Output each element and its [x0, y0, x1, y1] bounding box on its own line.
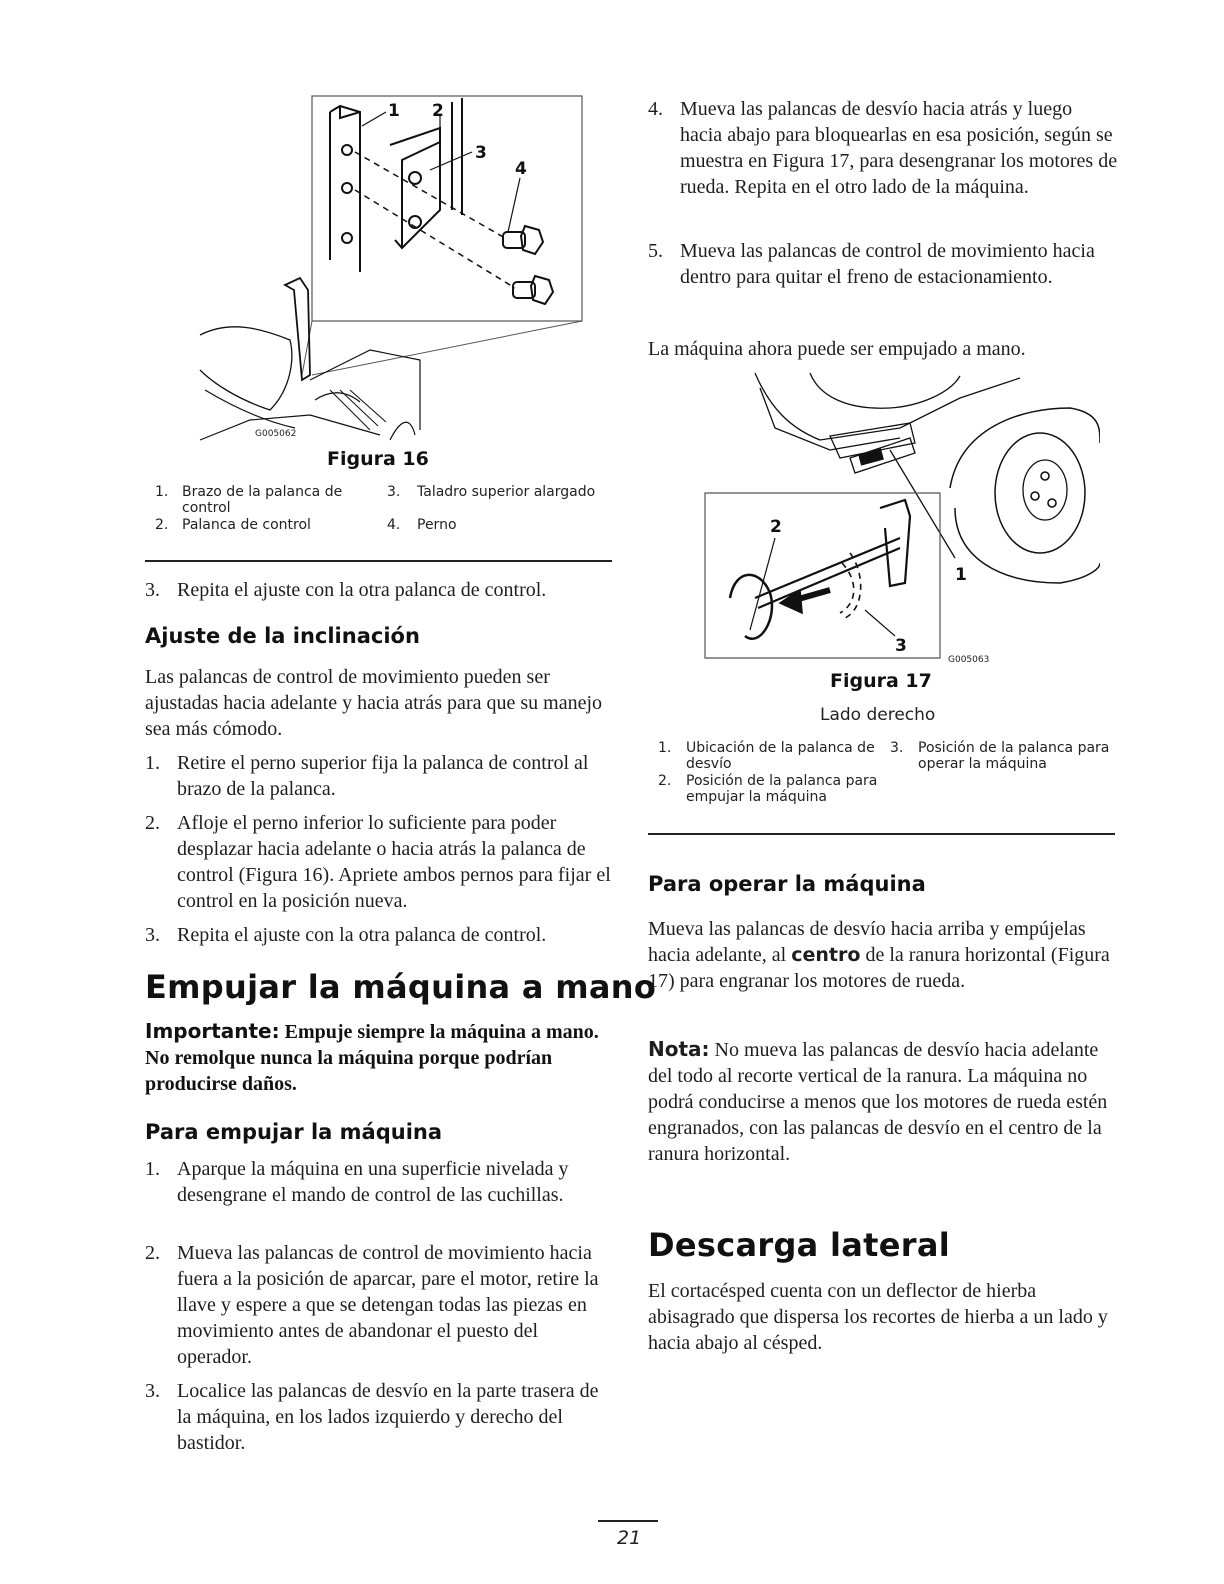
- fig17-callout-2: 2: [770, 517, 782, 537]
- note-text: No mueva las palancas de desvío hacia adelante del todo al recorte vertical de la ranura. La máquina no podrá conducirse a menos que los motores de rueda estén engranados, con las palancas de desvío en el centro de la ranura horizontal.: [648, 1039, 1108, 1165]
- important-text: Empuje siempre la máquina a mano. No remolque nunca la máquina porque podrían producirse daños.: [145, 1021, 599, 1095]
- incl-step-2: 2. Afloje el perno inferior lo suficiente para poder desplazar hacia adelante o hacia atrás la palanca de control (Figura 16). Apriete ambos pernos para fijar el control en la posición nueva.: [145, 812, 611, 912]
- fig16-callout-1: 1: [388, 101, 400, 121]
- figure-17-legend: 1. Ubicación de la palanca de desvío 3. Posición de la palanca para operar la máquina 2. Posición de la palanca para empujar la máquina: [658, 740, 1110, 805]
- push-step-4: 4. Mueva las palancas de desvío hacia atrás y luego hacia abajo para bloquearlas en esa posición, según se muestra en Figura 17, para desengranar los motores de rueda. Repita en el otro lado de la máquina.: [648, 98, 1118, 198]
- fig17-callout-3: 3: [895, 636, 907, 656]
- fig16-callout-4: 4: [515, 159, 527, 179]
- figure-16-legend: 1. Brazo de la palanca de control 3. Taladro superior alargado 2. Palanca de control 4. Perno: [155, 484, 596, 533]
- step-repeat-adjust: 3. Repita el ajuste con la otra palanca de control.: [145, 579, 547, 601]
- push-step-3: 3. Localice las palancas de desvío en la parte trasera de la máquina, en los lados izquierdo y derecho del bastidor.: [145, 1380, 599, 1454]
- page-number: 21: [617, 1527, 642, 1549]
- figure-16-illustration: [190, 90, 590, 455]
- incl-step-1: 1. Retire el perno superior fija la palanca de control al brazo de la palanca.: [145, 752, 589, 800]
- incl-step-3: 3. Repita el ajuste con la otra palanca de control.: [145, 924, 547, 946]
- fig16-callout-3: 3: [475, 143, 487, 163]
- figure-16-drawing: [190, 90, 590, 455]
- heading-para-operar: Para operar la máquina: [648, 872, 926, 896]
- push-step-1: 1. Aparque la máquina en una superficie nivelada y desengrane el mando de control de las cuchillas.: [145, 1158, 569, 1206]
- paragraph-inclinacion: Las palancas de control de movimiento pueden ser ajustadas hacia adelante y hacia atrás para que su manejo sea más cómodo.: [145, 666, 603, 740]
- fig16-callout-2: 2: [432, 101, 444, 121]
- fig17-callout-1: 1: [955, 565, 967, 585]
- important-label: Importante:: [145, 1019, 280, 1043]
- figure-17-divider: [648, 833, 1115, 835]
- emphasis-centro: centro: [791, 944, 861, 966]
- figure-17-title: Figura 17: [830, 670, 932, 692]
- heading-empujar-maquina: Empujar la máquina a mano: [145, 968, 657, 1006]
- paragraph-ahora-empujar: La máquina ahora puede ser empujado a mano.: [648, 338, 1026, 360]
- fig16-code: G005062: [255, 429, 297, 439]
- heading-descarga-lateral: Descarga lateral: [648, 1226, 951, 1264]
- fig17-code: G005063: [948, 655, 990, 665]
- important-notice: [145, 1018, 615, 1097]
- figure-17-illustration: [700, 368, 1100, 668]
- note-block: [648, 1036, 1118, 1167]
- push-step-5: 5. Mueva las palancas de control de movimiento hacia dentro para quitar el freno de estacionamiento.: [648, 240, 1095, 288]
- figure-16-divider: [145, 560, 612, 562]
- figure-17-subtitle: Lado derecho: [820, 705, 936, 725]
- page-number-rule: [598, 1520, 658, 1522]
- push-step-2: 2. Mueva las palancas de control de movimiento hacia fuera a la posición de aparcar, pare el motor, retire la llave y espere a que se detengan todas las piezas en movimiento antes de abandonar el puesto del operador.: [145, 1242, 599, 1368]
- paragraph-operar: Mueva las palancas de desvío hacia arriba y empújelas hacia adelante, al centro de la ranura horizontal (Figura 17) para engranar los motores de rueda.: [648, 918, 1110, 992]
- paragraph-descarga: El cortacésped cuenta con un deflector de hierba abisagrado que dispersa los recortes de hierba a un lado y hacia abajo al césped.: [648, 1280, 1108, 1354]
- heading-ajuste-inclinacion: Ajuste de la inclinación: [145, 624, 420, 648]
- figure-16-title: Figura 16: [327, 448, 429, 470]
- note-label: Nota:: [648, 1037, 710, 1061]
- heading-para-empujar: Para empujar la máquina: [145, 1120, 443, 1144]
- figure-17-drawing: [700, 368, 1100, 668]
